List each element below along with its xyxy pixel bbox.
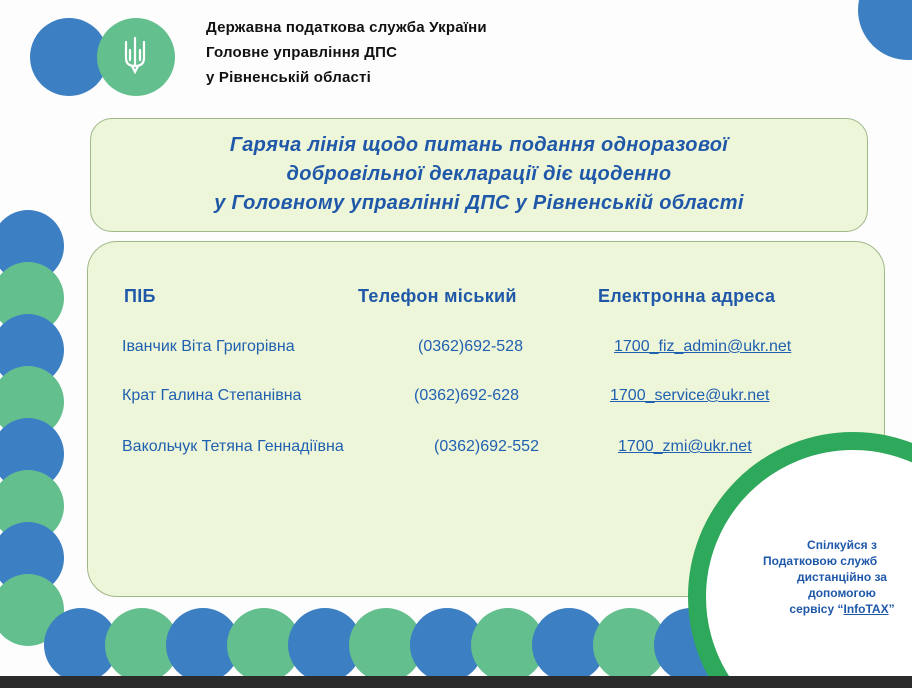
contact-name: Вакольчук Тетяна Геннадіївна — [122, 438, 344, 455]
contact-name: Іванчик Віта Григорівна — [122, 338, 295, 355]
hotline-text — [91, 131, 867, 218]
contact-email-link[interactable]: 1700_zmi@ukr.net — [618, 438, 752, 455]
header-organization — [206, 15, 487, 90]
infotax-suffix: ” — [888, 602, 895, 616]
infotax-link[interactable]: InfoTAX — [843, 602, 889, 616]
hotline-line-3: у Головному управлінні ДПС у Рівненській області — [214, 192, 744, 214]
hotline-line-1: Гаряча лінія щодо питань подання одноразової — [229, 134, 729, 156]
trident-icon — [122, 36, 148, 74]
hotline-line-2: добровільної декларації діє щоденно — [286, 163, 672, 185]
header-line-1: Державна податкова служба України — [206, 19, 487, 36]
infotax-line-3: дистанційно за — [797, 570, 887, 584]
contact-phone: (0362)692-552 — [434, 438, 539, 455]
infotax-badge-text — [757, 537, 912, 617]
contact-name: Крат Галина Степанівна — [122, 387, 302, 404]
infotax-line-5 — [757, 601, 912, 617]
contact-email-link[interactable]: 1700_service@ukr.net — [610, 387, 770, 404]
contact-phone: (0362)692-528 — [418, 338, 523, 355]
column-header-phone: Телефон міський — [358, 286, 517, 306]
column-header-email: Електронна адреса — [598, 286, 776, 306]
decor-circle-top-right — [858, 0, 912, 60]
contact-email-cell — [618, 438, 752, 456]
hotline-panel — [90, 118, 868, 232]
column-header-name: ПІБ — [124, 286, 156, 306]
infotax-line-2: Податковою служб — [763, 554, 878, 568]
header-line-3: у Рівненській області — [206, 69, 371, 86]
infotax-line-4: допомогою — [808, 586, 876, 600]
infotax-prefix: сервісу “ — [789, 602, 844, 616]
contact-email-cell — [610, 387, 769, 405]
contact-email-link[interactable]: 1700_fiz_admin@ukr.net — [614, 338, 792, 355]
infotax-line-1: Спілкуйся з — [807, 538, 877, 552]
contact-phone: (0362)692-628 — [414, 387, 519, 404]
bottom-bar — [0, 676, 912, 688]
contact-email-cell — [614, 338, 791, 356]
header-line-2: Головне управління ДПС — [206, 44, 398, 61]
